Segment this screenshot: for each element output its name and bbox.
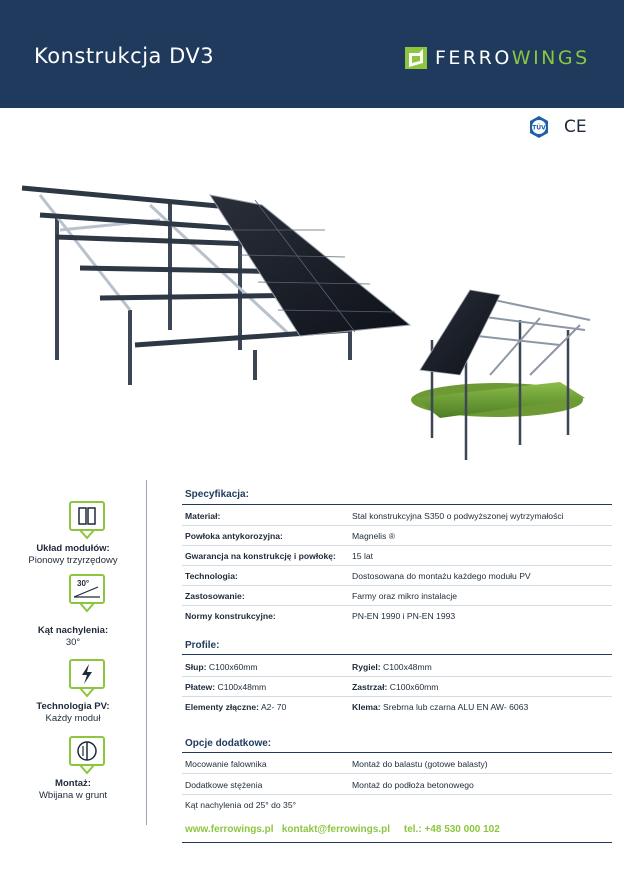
product-illustration — [0, 160, 624, 470]
options-divider — [182, 752, 612, 753]
profile-item: Klema: Srebrna lub czarna ALU EN AW- 6063 — [352, 702, 529, 712]
footer-contact — [185, 824, 500, 835]
small-structure — [411, 290, 590, 460]
profile-item: Elementy złączne: A2- 70 — [185, 702, 287, 712]
website-link[interactable]: www.ferrowings.pl — [185, 824, 274, 835]
option-item: Montaż do podłoża betonowego — [352, 780, 474, 790]
spec-key: Gwarancja na konstrukcję i powłokę: — [185, 551, 336, 561]
profile-divider — [182, 654, 612, 655]
spec-value: 15 lat — [352, 551, 374, 561]
feature-pv-technology: Technologia PV: Każdy moduł — [36, 701, 110, 724]
spec-key: Technologia: — [185, 571, 238, 581]
option-item: Montaż do balastu (gotowe balasty) — [352, 759, 488, 769]
spec-key: Powłoka antykorozyjna: — [185, 531, 283, 541]
svg-text:30°: 30° — [77, 579, 90, 588]
profile-item: Rygiel: C100x48mm — [352, 662, 432, 672]
ground-pile-icon — [68, 735, 106, 775]
svg-text:TÜV: TÜV — [532, 124, 546, 132]
feature-mounting: Montaż: Wbijana w grunt — [38, 778, 108, 801]
spec-key: Materiał: — [185, 511, 221, 521]
profile-title: Profile: — [185, 640, 220, 651]
option-item: Kąt nachylenia od 25° do 35° — [185, 800, 297, 810]
spec-value: Farmy oraz mikro instalacje — [352, 591, 458, 601]
profile-item: Zastrzał: C100x60mm — [352, 682, 439, 692]
spec-value: Stal konstrukcyjna S350 o podwyższonej wytrzymałości — [352, 511, 564, 521]
options-title: Opcje dodatkowe: — [185, 738, 272, 749]
column-divider — [146, 480, 147, 825]
option-item: Mocowanie falownika — [185, 759, 267, 769]
brand-name: FERROWINGS — [435, 47, 590, 69]
email-link[interactable]: kontakt@ferrowings.pl — [281, 824, 390, 835]
profile-item: Płatew: C100x48mm — [185, 682, 267, 692]
page-title: Konstrukcja DV3 — [34, 44, 215, 68]
tuv-certificate-icon — [527, 115, 551, 139]
spec-divider — [182, 504, 612, 505]
header-bar — [0, 0, 624, 108]
spec-key: Normy konstrukcyjne: — [185, 611, 276, 621]
footer-divider — [182, 842, 612, 843]
spec-value: Dostosowana do montażu każdego modułu PV — [352, 571, 531, 581]
feature-tilt-angle: Kąt nachylenia: 30° — [37, 625, 109, 648]
spec-value: Magnelis ® — [352, 531, 396, 541]
ce-mark: CE — [564, 117, 587, 137]
spec-value: PN-EN 1990 i PN-EN 1993 — [352, 611, 456, 621]
lightning-icon — [68, 658, 106, 698]
ferrowings-logo-icon — [405, 47, 427, 69]
spec-title: Specyfikacja: — [185, 489, 249, 500]
spec-key: Zastosowanie: — [185, 591, 245, 601]
option-item: Dodatkowe stężenia — [185, 780, 263, 790]
feature-module-layout: Układ modułów: Pionowy trzyrzędowy — [28, 543, 118, 566]
module-layout-icon — [68, 500, 106, 540]
profile-item: Słup: C100x60mm — [185, 662, 258, 672]
tilt-angle-icon — [68, 573, 106, 613]
brand-logo — [405, 45, 590, 71]
phone-number[interactable]: tel.: +48 530 000 102 — [403, 824, 500, 835]
